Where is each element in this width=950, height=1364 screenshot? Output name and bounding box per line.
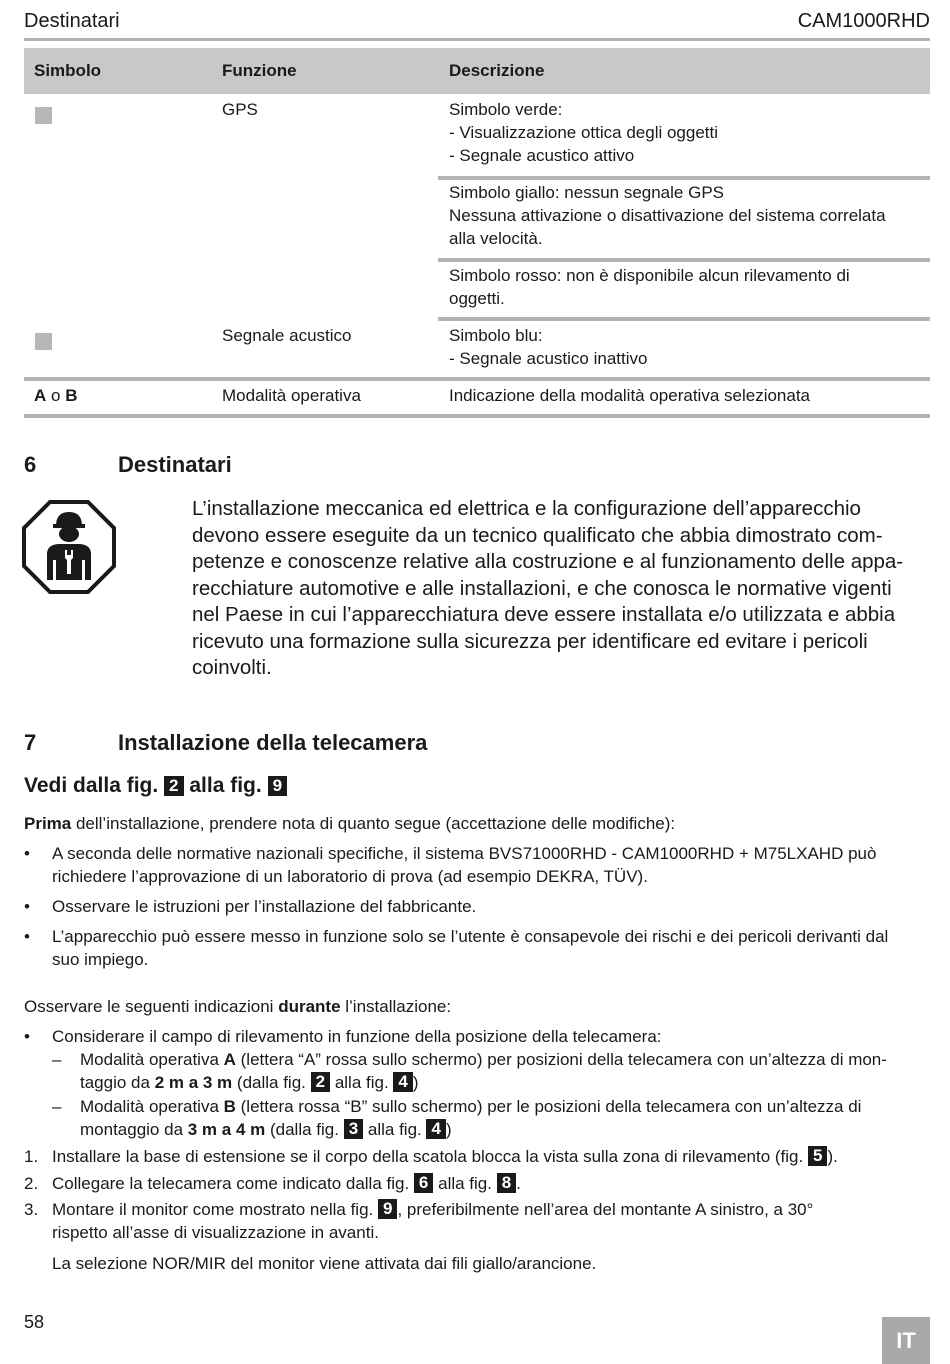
- text: (dalla fig.: [265, 1120, 344, 1139]
- text: alla fig.: [330, 1073, 394, 1092]
- text: (lettera “A” rossa sullo schermo) per posizioni della telecamera con un’altezza di mon-: [235, 1050, 887, 1069]
- desc-line: - Segnale acustico attivo: [449, 146, 635, 165]
- table-bottom-rule: [24, 414, 930, 418]
- table-row: [24, 181, 930, 253]
- figure-number-badge: 9: [268, 776, 287, 796]
- symbol-table: [24, 48, 930, 420]
- desc-line: alla velocità.: [449, 229, 543, 248]
- row-function: Segnale acustico: [222, 326, 352, 345]
- text: ): [445, 1120, 452, 1139]
- text-line: Osservare le istruzioni per l’installazione del fabbricante.: [52, 897, 477, 916]
- text-line: richiedere l’approvazione di un laboratorio di prova (ad esempio DEKRA, TÜV).: [52, 867, 648, 886]
- desc-line: Simbolo verde:: [449, 100, 563, 119]
- row-description: [449, 181, 886, 250]
- figure-number-badge: 6: [414, 1173, 433, 1193]
- height-range: 2 m a 3 m: [154, 1073, 233, 1092]
- note-paragraph: [52, 1252, 930, 1275]
- figure-reference-heading: [24, 774, 287, 798]
- text-line: rispetto all’asse di visualizzazione in avanti.: [52, 1223, 379, 1242]
- figure-number-badge: 2: [311, 1072, 330, 1092]
- section-number: 7: [24, 730, 37, 755]
- bold-word: durante: [278, 997, 341, 1016]
- text-line: petenze e conoscenze relative alla costruzione e al funzionamento delle appa-: [192, 550, 904, 573]
- symbol-or: o: [51, 386, 61, 405]
- section-title: Installazione della telecamera: [118, 730, 428, 755]
- text: taggio da: [80, 1073, 155, 1092]
- paragraph-text: Osservare le seguenti indicazioni: [24, 997, 279, 1016]
- language-tab: IT: [882, 1317, 930, 1364]
- section-6-text: [192, 496, 922, 682]
- text-line: Considerare il campo di rilevamento in funzione della posizione della telecamera:: [52, 1027, 662, 1046]
- subtitle-text: alla fig.: [189, 774, 262, 797]
- desc-line: Simbolo blu:: [449, 326, 543, 345]
- desc-line: - Visualizzazione ottica degli oggetti: [449, 123, 719, 142]
- text: montaggio da: [80, 1120, 188, 1139]
- row-description: [449, 324, 647, 370]
- text-line: suo impiego.: [52, 950, 149, 969]
- text-line: L’installazione meccanica ed elettrica e la configurazione dell’apparecchio: [192, 497, 861, 520]
- figure-number-badge: 3: [344, 1119, 363, 1139]
- symbol-b: B: [65, 386, 78, 405]
- desc-line: - Segnale acustico inattivo: [449, 349, 648, 368]
- table-row: [24, 98, 930, 170]
- paragraph-text: l’installazione:: [340, 997, 452, 1016]
- figure-number-badge: 8: [497, 1173, 516, 1193]
- text: ): [412, 1073, 419, 1092]
- row-divider: [24, 377, 930, 381]
- text-line: L’apparecchio può essere messo in funzione solo se l’utente è consapevole dei rischi e dei pericoli derivanti dal: [52, 927, 889, 946]
- table-header: [24, 48, 930, 94]
- section-number: 6: [24, 452, 37, 477]
- text: (dalla fig.: [232, 1073, 311, 1092]
- figure-number-badge: 4: [426, 1119, 445, 1139]
- row-divider: [438, 258, 930, 262]
- figure-number-badge: 5: [808, 1146, 827, 1166]
- row-function: Modalità operativa: [222, 386, 361, 405]
- bold-word: Prima: [24, 814, 72, 833]
- mode-letter: B: [223, 1097, 236, 1116]
- text-line: ricevuto una formazione sulla sicurezza per identificare ed evitare i pericoli: [192, 629, 868, 653]
- text: Installare la base di estensione se il corpo della scatola blocca la vista sulla zona di rilevamento (fig.: [52, 1147, 808, 1166]
- technician-icon: [22, 500, 116, 594]
- note-text: La selezione NOR/MIR del monitor viene attivata dai fili giallo/arancione.: [52, 1254, 597, 1273]
- text: (lettera rossa “B” sullo schermo) per le posizioni della telecamera con un’altezza di: [235, 1097, 862, 1116]
- gps-symbol-icon: [35, 107, 52, 124]
- symbol-a: A: [34, 386, 47, 405]
- row-description: [449, 264, 850, 310]
- table-row: [24, 324, 930, 372]
- row-divider: [438, 317, 930, 321]
- text-line: coinvolti.: [192, 656, 272, 679]
- text: alla fig.: [363, 1120, 427, 1139]
- prima-paragraph: [24, 812, 930, 835]
- desc-line: Simbolo rosso: non è disponibile alcun rilevamento di: [449, 266, 850, 285]
- step-number: 2.: [24, 1174, 39, 1193]
- desc-line: Simbolo giallo: nessun segnale GPS: [449, 183, 724, 202]
- col-header-function: Funzione: [222, 61, 297, 80]
- durante-paragraph: [24, 995, 930, 1018]
- text: alla fig.: [433, 1174, 497, 1193]
- text: .: [516, 1174, 521, 1193]
- text-line: devono essere eseguite da un tecnico qualificato che abbia dimostrato com-: [192, 523, 883, 547]
- sound-symbol-icon: [35, 333, 52, 350]
- table-row: [24, 264, 930, 312]
- mode-symbol: [34, 384, 78, 407]
- col-header-description: Descrizione: [449, 61, 545, 80]
- step-number: 3.: [24, 1200, 39, 1219]
- text: Collegare la telecamera come indicato dalla fig.: [52, 1174, 414, 1193]
- section-title: Destinatari: [118, 452, 232, 477]
- page-number: 58: [24, 1312, 45, 1332]
- page-header: [24, 8, 930, 41]
- text: Montare il monitor come mostrato nella fig.: [52, 1200, 378, 1219]
- figure-number-badge: 9: [378, 1199, 397, 1219]
- desc-line: Nessuna attivazione o disattivazione del sistema correlata: [449, 206, 886, 225]
- text: ).: [827, 1147, 838, 1166]
- row-description: Indicazione della modalità operativa selezionata: [449, 386, 811, 405]
- row-description: [449, 98, 718, 167]
- row-function: GPS: [222, 100, 258, 119]
- col-header-symbol: Simbolo: [34, 61, 102, 80]
- desc-line: oggetti.: [449, 289, 505, 308]
- text-line: nel Paese in cui l’apparecchiatura deve essere installata e/o utilizzata e abbia: [192, 603, 896, 626]
- text-line: recchiature automotive e alle installazioni, e che conosca le normative vigenti: [192, 576, 892, 600]
- row-divider: [438, 176, 930, 180]
- header-model: CAM1000RHD: [797, 10, 930, 32]
- paragraph-text: dell’installazione, prendere nota di quanto segue (accettazione delle modifiche):: [71, 814, 676, 833]
- text: Modalità operativa: [80, 1097, 224, 1116]
- table-row: [24, 384, 930, 410]
- text: , preferibilmente nell’area del montante A sinistro, a 30°: [397, 1200, 814, 1219]
- subtitle-text: Vedi dalla fig.: [24, 774, 159, 797]
- figure-number-badge: 2: [164, 776, 183, 796]
- header-section-title: Destinatari: [24, 10, 120, 32]
- figure-number-badge: 4: [393, 1072, 412, 1092]
- text-line: A seconda delle normative nazionali specifiche, il sistema BVS71000RHD - CAM1000RHD + M75LXAHD può: [52, 844, 877, 863]
- mode-letter: A: [223, 1050, 236, 1069]
- step-number: 1.: [24, 1147, 39, 1166]
- height-range: 3 m a 4 m: [187, 1120, 266, 1139]
- text: Modalità operativa: [80, 1050, 224, 1069]
